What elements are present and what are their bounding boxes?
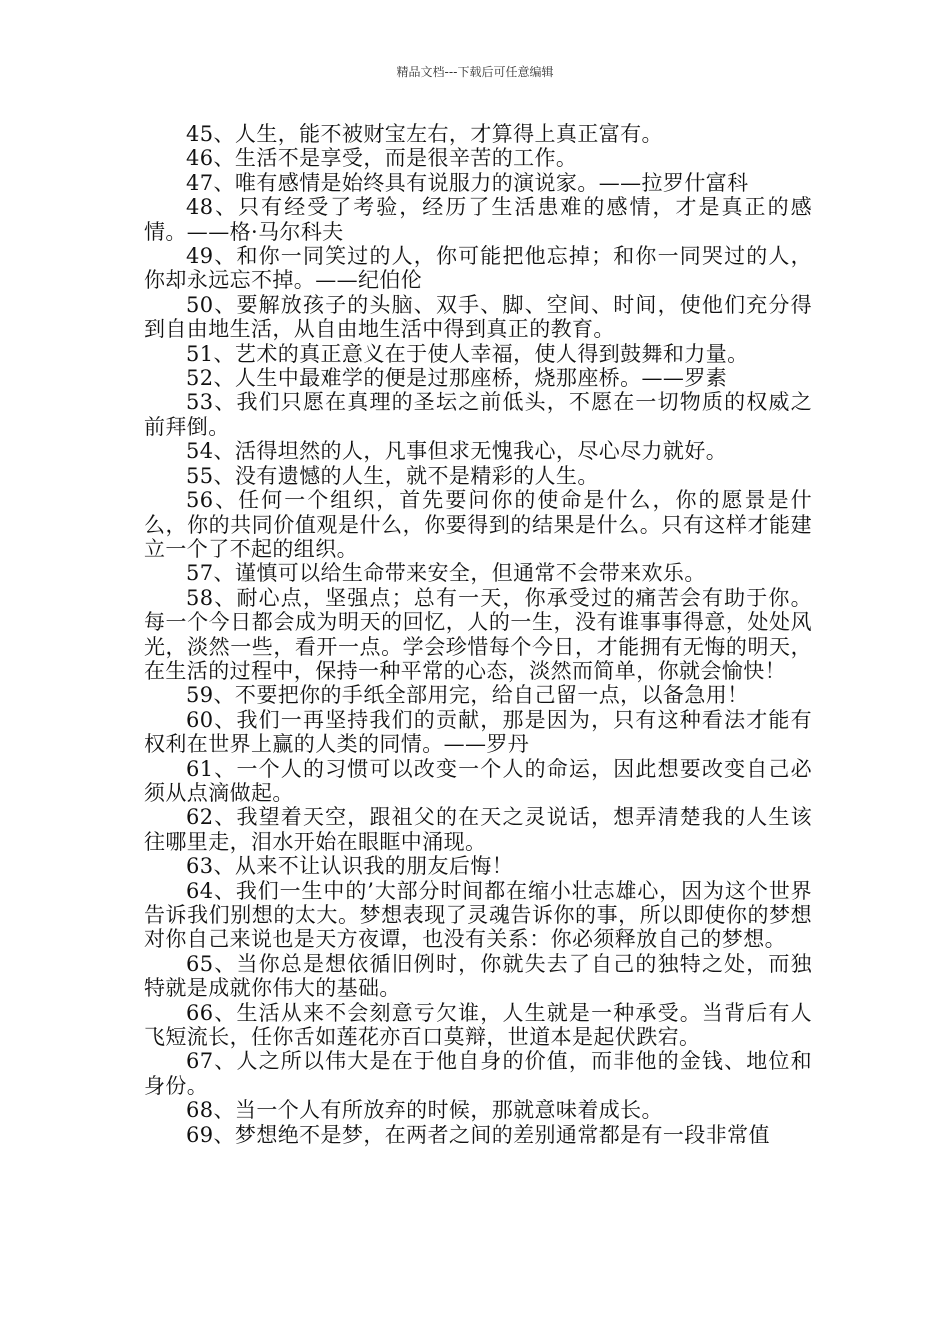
quote-paragraph: 61、一个人的习惯可以改变一个人的命运，因此想要改变自己必须从点滴做起。 xyxy=(144,756,812,805)
quote-paragraph: 67、人之所以伟大是在于他自身的价值，而非他的金钱、地位和身份。 xyxy=(144,1049,812,1098)
quote-paragraph: 64、我们一生中的’大部分时间都在缩小壮志雄心，因为这个世界告诉我们别想的太大。梦想表现了灵魂告诉你的事，所以即使你的梦想对你自己来说也是天方夜谭，也没有关系：你必须释放自己的梦想。 xyxy=(144,878,812,952)
quote-paragraph: 49、和你一同笑过的人，你可能把他忘掉；和你一同哭过的人，你却永远忘不掉。——纪伯伦 xyxy=(144,244,812,293)
quote-paragraph: 55、没有遗憾的人生，就不是精彩的人生。 xyxy=(186,463,599,488)
quote-paragraph: 47、唯有感情是始终具有说服力的演说家。——拉罗什富科 xyxy=(186,170,749,195)
quote-paragraph: 68、当一个人有所放弃的时候，那就意味着成长。 xyxy=(186,1098,663,1123)
quote-paragraph: 60、我们一再坚持我们的贡献，那是因为，只有这种看法才能有权利在世界上赢的人类的同情。——罗丹 xyxy=(144,707,812,757)
page-header: 精品文档---下载后可任意编辑 xyxy=(396,65,554,79)
quote-paragraph: 53、我们只愿在真理的圣坛之前低头，不愿在一切物质的权威之前拜倒。 xyxy=(144,390,812,439)
quote-paragraph: 65、当你总是想依循旧例时，你就失去了自己的独特之处，而独特就是成就你伟大的基础。 xyxy=(144,951,812,1001)
quote-paragraph: 56、任何一个组织，首先要问你的使命是什么，你的愿景是什么，你的共同价值观是什么，你要得到的结果是什么。只有这样才能建立一个了不起的组织。 xyxy=(144,488,812,561)
quote-paragraph: 45、人生，能不被财宝左右，才算得上真正富有。 xyxy=(186,122,663,146)
quote-paragraph: 54、活得坦然的人，凡事但求无愧我心，尽心尽力就好。 xyxy=(186,439,728,464)
document-body xyxy=(144,122,812,1147)
quote-paragraph: 50、要解放孩子的头脑、双手、脚、空间、时间，使他们充分得到自由地生活，从自由地生活中得到真正的教育。 xyxy=(144,292,812,342)
quote-paragraph: 69、梦想绝不是梦，在两者之间的差别通常都是有一段非常值 xyxy=(186,1122,770,1147)
quote-paragraph: 59、不要把你的手纸全部用完，给自己留一点，以备急用！ xyxy=(186,683,749,708)
quote-paragraph: 66、生活从来不会刻意亏欠谁，人生就是一种承受。当背后有人飞短流长，任你舌如莲花亦百口莫辩，世道本是起伏跌宕。 xyxy=(144,1000,812,1050)
quote-paragraph: 51、艺术的真正意义在于使人幸福，使人得到鼓舞和力量。 xyxy=(186,341,749,366)
quote-paragraph: 52、人生中最难学的便是过那座桥，烧那座桥。——罗素 xyxy=(186,366,728,391)
quote-paragraph: 63、从来不让认识我的朋友后悔！ xyxy=(186,854,514,879)
quote-paragraph: 58、耐心点，坚强点；总有一天，你承受过的痛苦会有助于你。每一个今日都会成为明天的回忆，人的一生，没有谁事事得意，处处风光，淡然一些，看开一点。学会珍惜每个今日，才能拥有无悔的明天，在生活的过程中，保持一种平常的心态，淡然而简单，你就会愉快！ xyxy=(144,585,812,683)
quote-paragraph: 57、谨慎可以给生命带来安全，但通常不会带来欢乐。 xyxy=(186,561,706,586)
quote-paragraph: 62、我望着天空，跟祖父的在天之灵说话，想弄清楚我的人生该往哪里走，泪水开始在眼眶中涌现。 xyxy=(144,805,812,854)
quote-paragraph: 46、生活不是享受，而是很辛苦的工作。 xyxy=(186,146,578,171)
quote-paragraph: 48、只有经受了考验，经历了生活患难的感情，才是真正的感情。——格·马尔科夫 xyxy=(144,195,812,244)
